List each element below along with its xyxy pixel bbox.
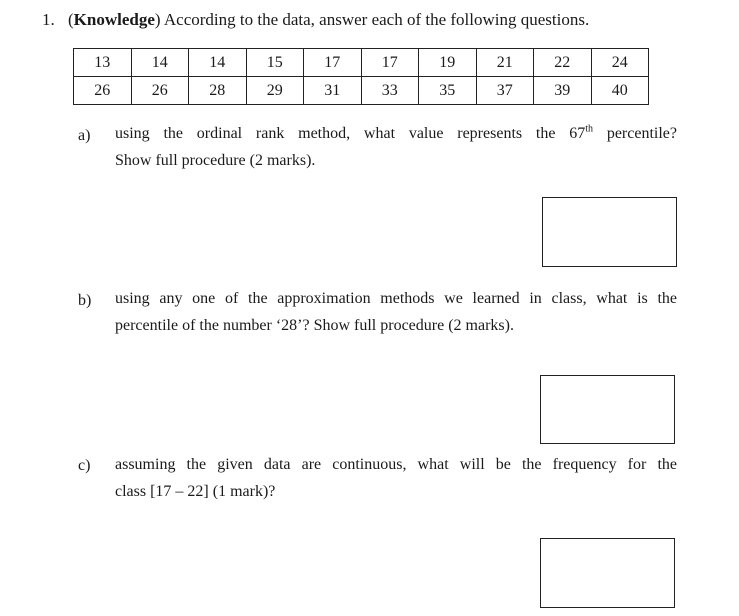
table-cell: 17	[361, 49, 419, 77]
part-c-line1: assuming the given data are continuous, what will be the frequency for the	[115, 456, 677, 473]
table-cell: 33	[361, 77, 419, 105]
table-cell: 19	[419, 49, 477, 77]
table-cell: 21	[476, 49, 534, 77]
table-cell: 37	[476, 77, 534, 105]
table-cell: 40	[591, 77, 649, 105]
part-b-line2: percentile of the number ‘28’? Show full procedure (2 marks).	[115, 317, 514, 334]
table-cell: 28	[189, 77, 247, 105]
table-cell: 26	[131, 77, 189, 105]
table-cell: 17	[304, 49, 362, 77]
table-cell: 24	[591, 49, 649, 77]
part-a-line2: Show full procedure (2 marks).	[115, 152, 316, 169]
question-intro-text: ) According to the data, answer each of the following questions.	[154, 10, 590, 29]
data-table	[73, 48, 649, 105]
table-row	[74, 49, 649, 77]
part-b-line1: using any one of the approximation methods we learned in class, what is the	[115, 290, 677, 307]
part-c-label: c)	[78, 457, 91, 474]
answer-box-c[interactable]	[540, 538, 675, 608]
table-cell: 29	[246, 77, 304, 105]
part-a-superscript: th	[585, 123, 594, 135]
question-number: 1.	[42, 10, 55, 29]
question-intro	[68, 9, 589, 31]
part-a-line1-post: percentile?	[593, 125, 677, 142]
table-cell: 13	[74, 49, 132, 77]
table-cell: 26	[74, 77, 132, 105]
part-a-text	[115, 120, 677, 174]
part-b-text	[115, 285, 677, 339]
table-cell: 31	[304, 77, 362, 105]
paren-open: (	[68, 10, 74, 29]
part-c-line2: class [17 – 22] (1 mark)?	[115, 483, 276, 500]
table-cell: 39	[534, 77, 592, 105]
part-b-label: b)	[78, 292, 92, 309]
answer-box-a[interactable]	[542, 197, 677, 267]
part-a-label: a)	[78, 127, 91, 144]
table-cell: 14	[131, 49, 189, 77]
part-c-text	[115, 451, 677, 505]
table-cell: 22	[534, 49, 592, 77]
answer-box-b[interactable]	[540, 375, 675, 444]
part-a-line1	[115, 120, 677, 147]
part-a-line1-pre: using the ordinal rank method, what value represents the 67	[115, 125, 586, 142]
table-cell: 15	[246, 49, 304, 77]
question-category: Knowledge	[73, 10, 155, 29]
table-cell: 35	[419, 77, 477, 105]
table-row	[74, 77, 649, 105]
table-cell: 14	[189, 49, 247, 77]
